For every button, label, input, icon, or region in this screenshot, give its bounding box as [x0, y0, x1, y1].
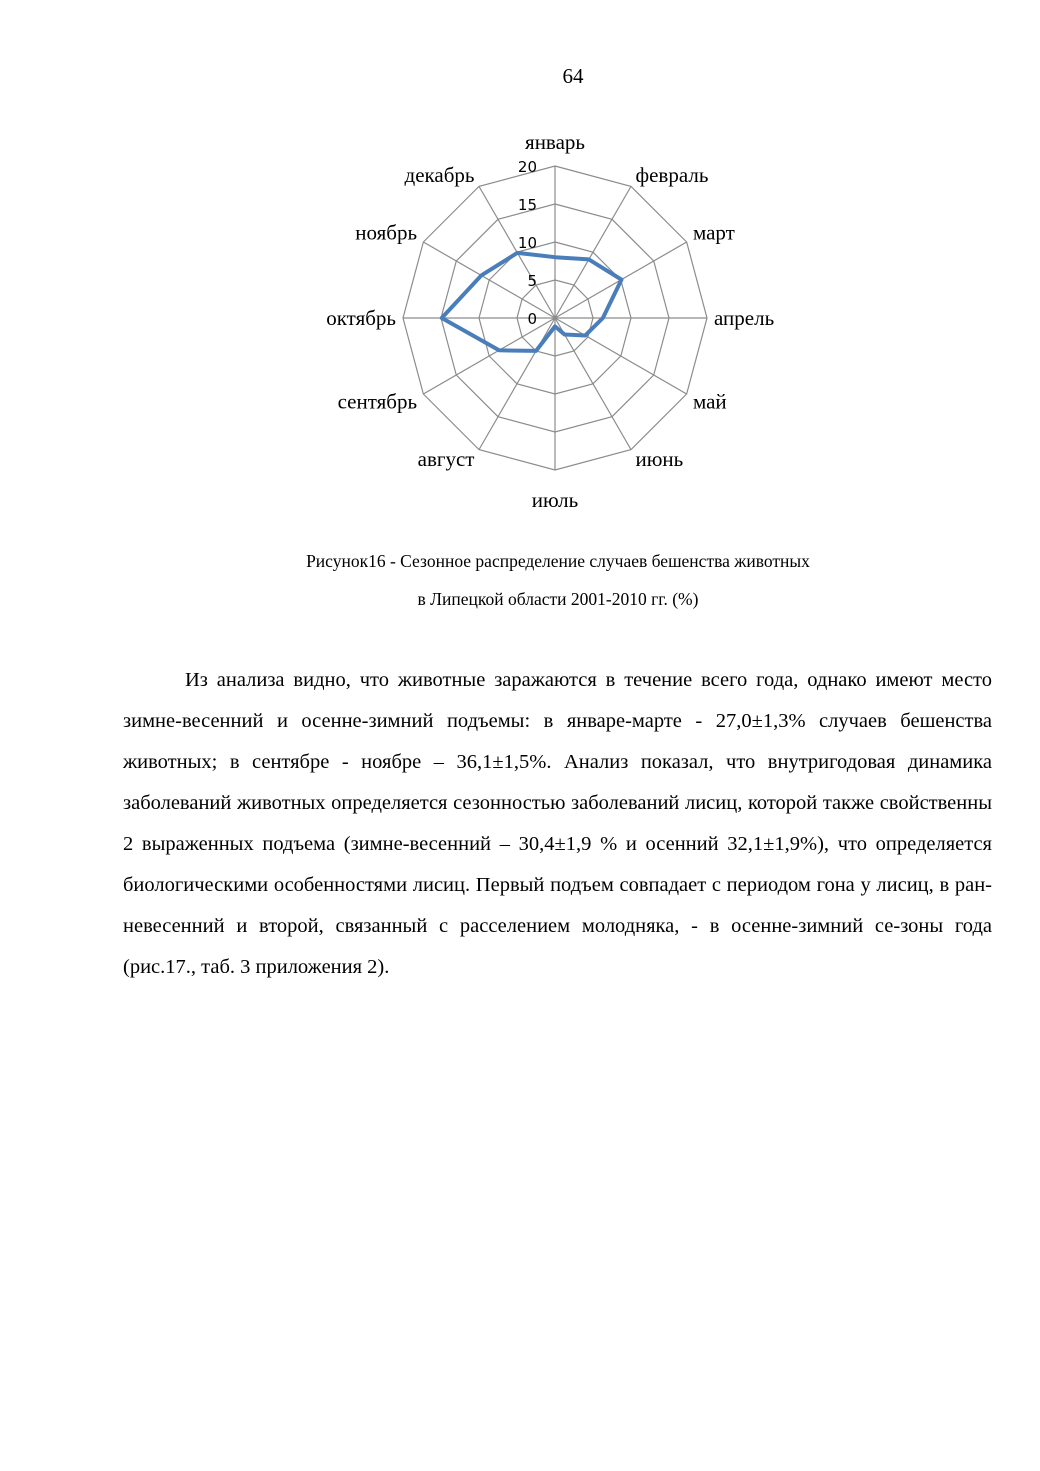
- radar-chart: [0, 120, 1040, 520]
- category-label: октябрь: [326, 306, 396, 330]
- grid-spoke: [423, 318, 555, 394]
- category-label: февраль: [635, 163, 709, 188]
- tick-label: 20: [517, 158, 537, 176]
- grid-spoke: [555, 318, 631, 450]
- figure-caption-line-1: Рисунок16 - Сезонное распределение случаев бешенства животных: [306, 551, 810, 571]
- tick-label: 0: [527, 310, 537, 328]
- category-label: август: [417, 446, 475, 471]
- category-label: ноябрь: [355, 220, 418, 245]
- category-label: январь: [525, 130, 585, 154]
- category-label: июль: [531, 488, 579, 512]
- tick-label: 5: [527, 272, 537, 290]
- grid-spoke: [479, 318, 555, 450]
- tick-label: 15: [517, 196, 537, 214]
- category-label: декабрь: [404, 163, 475, 188]
- category-label: май: [692, 389, 727, 414]
- body-paragraph: Из анализа видно, что животные заражаются в течение всего года, однако имеют место зимне-весенний и осенне-зимний подъемы: в январе-марте - 27,0±1,3% случаев бешенства животных; в сентябре - ноябре – 36,1±1,5%. Анализ показал, что внутригодовая динамика заболеваний животных определяется сезонностью заболеваний лисиц, которой также свойственны 2 выраженных подъема (зимне-весенний – 30,4±1,9 % и осенний 32,1±1,9%), что определяется биологическими особенностями лисиц. Первый подъем совпадает с периодом гона у лисиц, в ран-невесенний и второй, связанный с расселением молодняка, - в осенне-зимний се-зоны года (рис.17., таб. 3 приложения 2).: [123, 669, 992, 978]
- category-label: сентябрь: [337, 389, 418, 414]
- category-label: апрель: [714, 306, 775, 330]
- grid-spoke: [555, 186, 631, 318]
- tick-label: 10: [517, 234, 537, 252]
- figure-caption-line-2: в Липецкой области 2001-2010 гг. (%): [417, 589, 699, 609]
- category-label: март: [692, 220, 735, 245]
- grid-spoke: [555, 318, 687, 394]
- category-label: июнь: [635, 446, 684, 471]
- page-number: 64: [562, 64, 584, 88]
